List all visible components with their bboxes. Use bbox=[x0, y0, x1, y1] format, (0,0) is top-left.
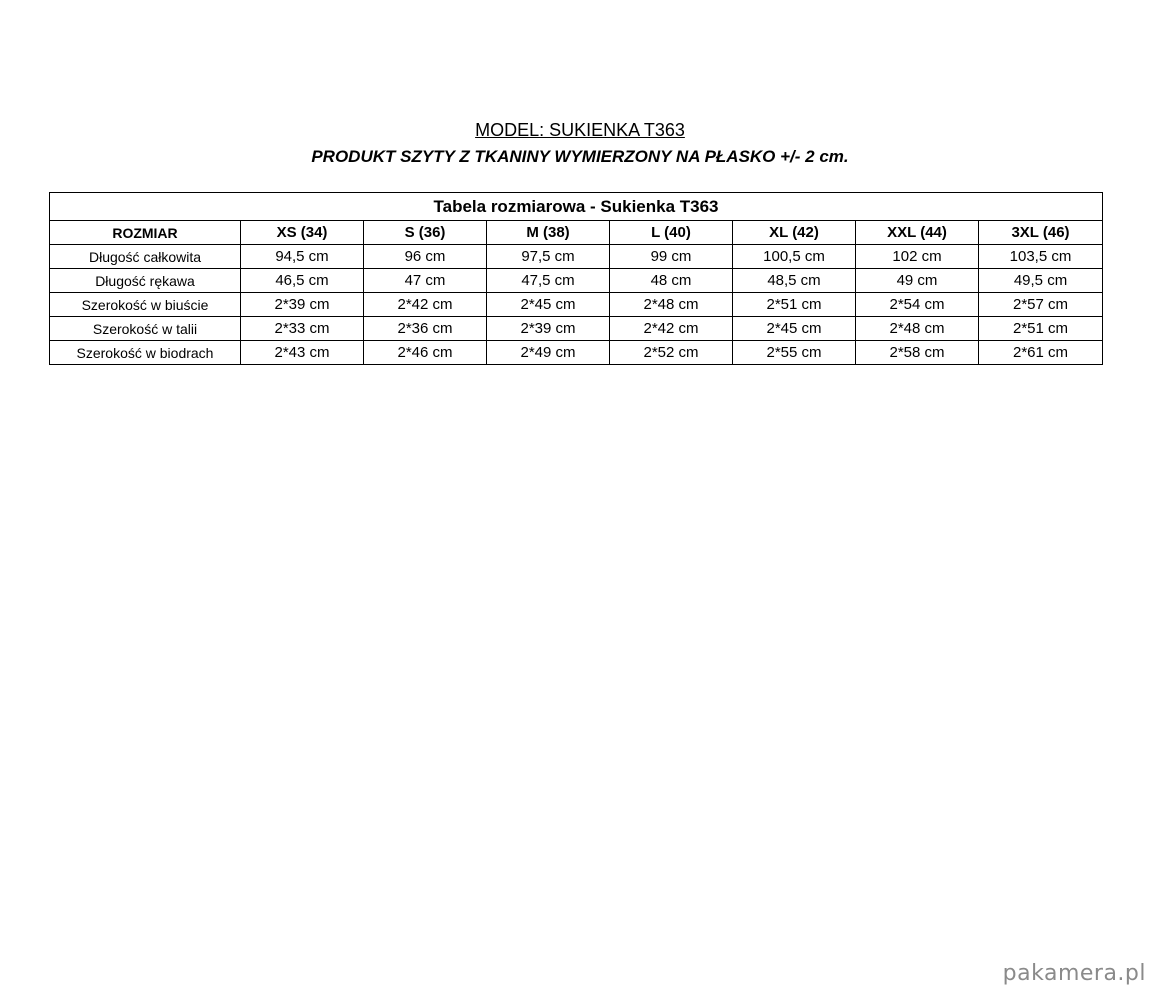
row-label: Szerokość w biodrach bbox=[50, 341, 241, 365]
row-label: Długość rękawa bbox=[50, 269, 241, 293]
table-cell: 97,5 cm bbox=[487, 245, 610, 269]
table-cell: 2*42 cm bbox=[364, 293, 487, 317]
table-row bbox=[50, 293, 1103, 317]
size-header-3xl: 3XL (46) bbox=[979, 221, 1103, 245]
size-header-l: L (40) bbox=[610, 221, 733, 245]
table-cell: 2*58 cm bbox=[856, 341, 979, 365]
row-label: Szerokość w talii bbox=[50, 317, 241, 341]
table-cell: 94,5 cm bbox=[241, 245, 364, 269]
table-cell: 2*45 cm bbox=[487, 293, 610, 317]
table-cell: 2*39 cm bbox=[487, 317, 610, 341]
table-cell: 2*46 cm bbox=[364, 341, 487, 365]
size-label-header: ROZMIAR bbox=[50, 221, 241, 245]
table-cell: 2*48 cm bbox=[610, 293, 733, 317]
table-cell: 2*49 cm bbox=[487, 341, 610, 365]
table-cell: 48,5 cm bbox=[733, 269, 856, 293]
size-table bbox=[49, 192, 1103, 365]
size-header-xxl: XXL (44) bbox=[856, 221, 979, 245]
size-header-row bbox=[50, 221, 1103, 245]
table-cell: 2*55 cm bbox=[733, 341, 856, 365]
table-row bbox=[50, 245, 1103, 269]
table-row bbox=[50, 341, 1103, 365]
table-cell: 2*54 cm bbox=[856, 293, 979, 317]
table-cell: 96 cm bbox=[364, 245, 487, 269]
row-label: Długość całkowita bbox=[50, 245, 241, 269]
table-cell: 2*48 cm bbox=[856, 317, 979, 341]
table-cell: 2*36 cm bbox=[364, 317, 487, 341]
table-cell: 103,5 cm bbox=[979, 245, 1103, 269]
table-cell: 2*57 cm bbox=[979, 293, 1103, 317]
table-cell: 46,5 cm bbox=[241, 269, 364, 293]
table-cell: 47 cm bbox=[364, 269, 487, 293]
table-cell: 2*33 cm bbox=[241, 317, 364, 341]
table-cell: 2*45 cm bbox=[733, 317, 856, 341]
table-cell: 2*42 cm bbox=[610, 317, 733, 341]
model-title: MODEL: SUKIENKA T363 bbox=[475, 120, 685, 140]
row-label: Szerokość w biuście bbox=[50, 293, 241, 317]
table-cell: 102 cm bbox=[856, 245, 979, 269]
table-caption: Tabela rozmiarowa - Sukienka T363 bbox=[50, 193, 1103, 221]
table-cell: 2*51 cm bbox=[979, 317, 1103, 341]
size-header-m: M (38) bbox=[487, 221, 610, 245]
table-cell: 49,5 cm bbox=[979, 269, 1103, 293]
pakamera-watermark: pakamera.pl bbox=[1002, 961, 1146, 986]
size-header-xs: XS (34) bbox=[241, 221, 364, 245]
table-row bbox=[50, 317, 1103, 341]
table-cell: 47,5 cm bbox=[487, 269, 610, 293]
table-cell: 99 cm bbox=[610, 245, 733, 269]
table-row bbox=[50, 269, 1103, 293]
table-cell: 49 cm bbox=[856, 269, 979, 293]
table-cell: 2*52 cm bbox=[610, 341, 733, 365]
table-cell: 100,5 cm bbox=[733, 245, 856, 269]
size-header-s: S (36) bbox=[364, 221, 487, 245]
table-cell: 2*43 cm bbox=[241, 341, 364, 365]
table-cell: 48 cm bbox=[610, 269, 733, 293]
table-cell: 2*61 cm bbox=[979, 341, 1103, 365]
table-cell: 2*51 cm bbox=[733, 293, 856, 317]
product-note: PRODUKT SZYTY Z TKANINY WYMIERZONY NA PŁASKO +/- 2 cm. bbox=[311, 147, 849, 166]
table-cell: 2*39 cm bbox=[241, 293, 364, 317]
table-caption-row bbox=[50, 193, 1103, 221]
size-header-xl: XL (42) bbox=[733, 221, 856, 245]
